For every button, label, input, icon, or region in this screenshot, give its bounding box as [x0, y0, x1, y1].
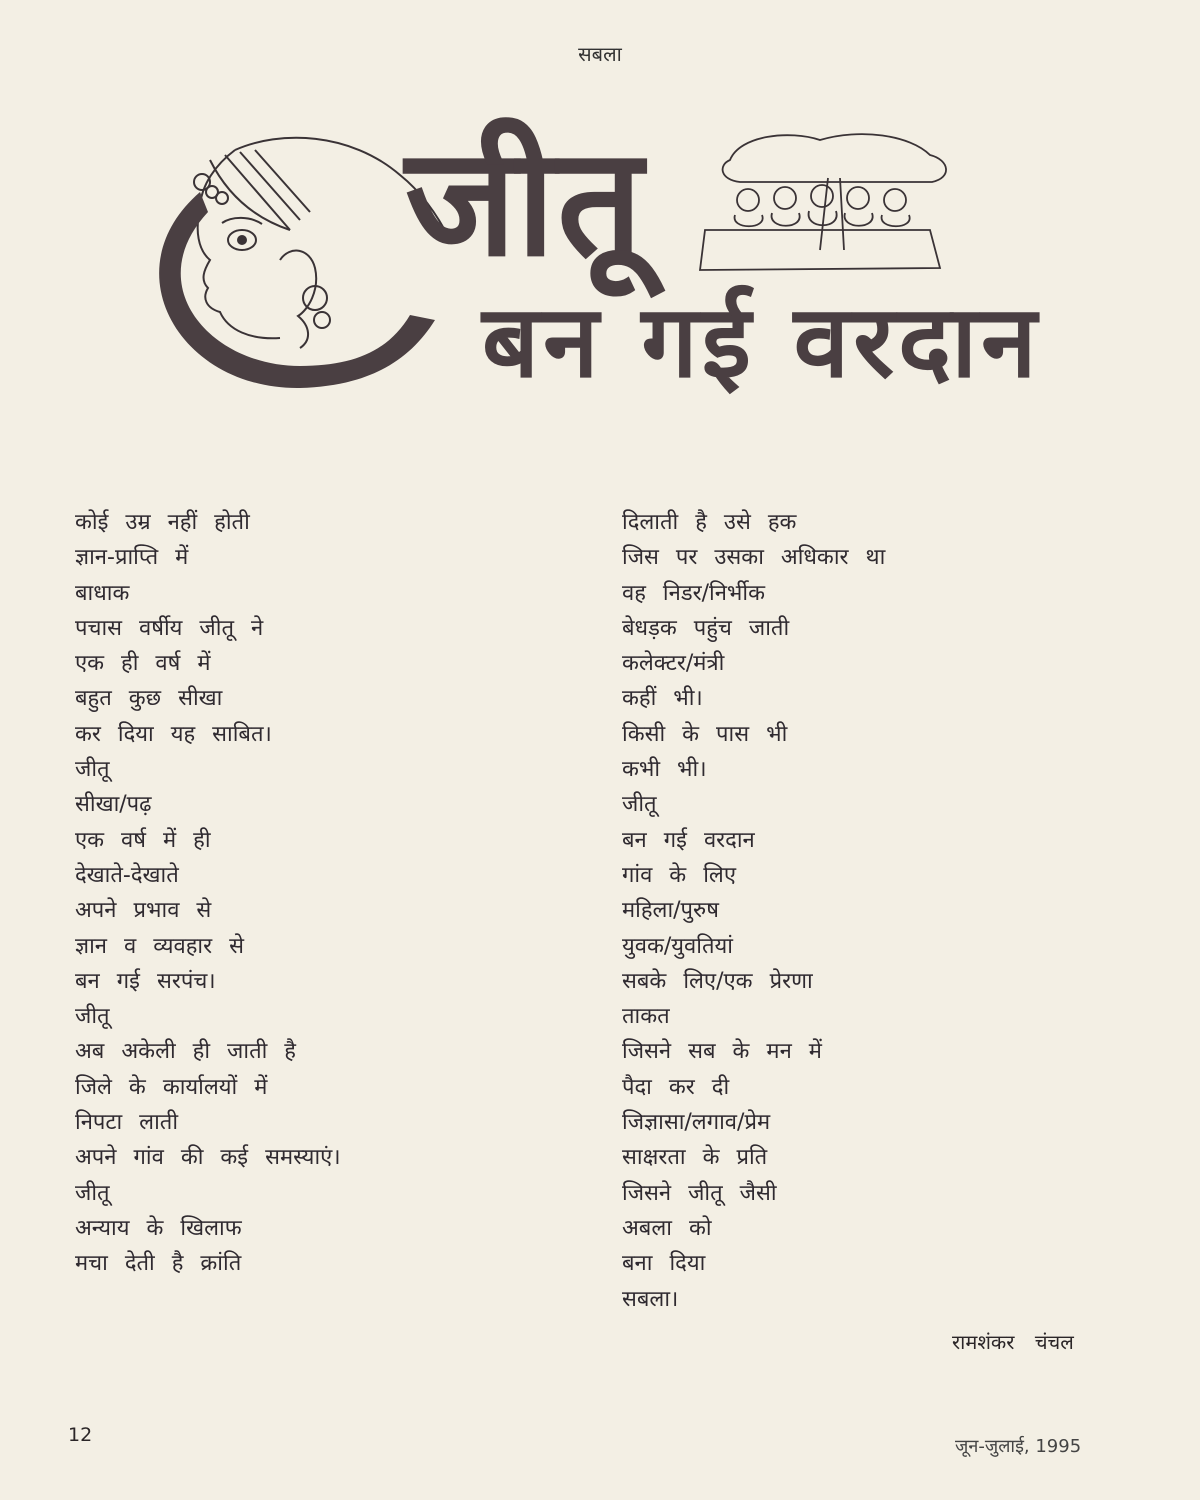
- poem-line: वह निडर/निर्भीक: [622, 580, 765, 606]
- poem-line: बना दिया: [622, 1251, 706, 1277]
- author-name: रामशंकर चंचल: [952, 1330, 1074, 1354]
- poem-line: ज्ञान-प्राप्ति में: [75, 545, 189, 571]
- poem-line: सबके लिए/एक प्रेरणा: [622, 968, 813, 994]
- poem-line: बन गई सरपंच।: [75, 968, 216, 994]
- running-header: सबला: [578, 42, 622, 66]
- poem-line: बेधड़क पहुंच जाती: [622, 615, 790, 641]
- poem-line: सीखा/पढ़: [75, 792, 152, 818]
- poem-left-column: [75, 505, 341, 1282]
- poem-line: कलेक्टर/मंत्री: [622, 651, 725, 677]
- poem-line: कभी भी।: [622, 757, 707, 783]
- poem-line: देखाते-देखाते: [75, 862, 179, 888]
- poem-line: अब अकेली ही जाती है: [75, 1039, 296, 1065]
- poem-line: जिज्ञासा/लगाव/प्रेम: [622, 1110, 771, 1136]
- poem-line: निपटा लाती: [75, 1110, 179, 1136]
- issue-date: जून-जुलाई, 1995: [955, 1436, 1082, 1457]
- poem-line: जीतू: [75, 1004, 110, 1030]
- poem-line: गांव के लिए: [622, 862, 736, 888]
- poem-line: किसी के पास भी: [622, 721, 788, 747]
- poem-line: अपने प्रभाव से: [75, 898, 212, 924]
- poem-line: युवक/युवतियां: [622, 933, 733, 959]
- poem-line: ज्ञान व व्यवहार से: [75, 933, 244, 959]
- title-line-2: बन गई वरदान: [482, 283, 1041, 400]
- poem-line: पचास वर्षीय जीतू ने: [75, 615, 264, 641]
- poem-line: ताकत: [622, 1004, 670, 1030]
- title-arc-shape: [159, 192, 435, 388]
- title-line-1: जीतू: [405, 116, 645, 290]
- poem-line: एक ही वर्ष में: [75, 651, 211, 677]
- poem-line: जिस पर उसका अधिकार था: [622, 545, 886, 571]
- poem-line: जीतू: [75, 757, 110, 783]
- poem-line: जिसने जीतू जैसी: [622, 1180, 777, 1206]
- poem-line: अपने गांव की कई समस्याएं।: [75, 1145, 341, 1171]
- poem-line: बहुत कुछ सीखा: [75, 686, 223, 712]
- poem-line: एक वर्ष में ही: [75, 827, 211, 853]
- poem-line: कोई उम्र नहीं होती: [75, 510, 250, 535]
- poem-line: जिसने सब के मन में: [622, 1039, 822, 1065]
- poem-line: महिला/पुरुष: [622, 898, 719, 924]
- poem-right-column: [622, 505, 885, 1317]
- poem-line: बाधाक: [75, 580, 130, 606]
- poem-line: जीतू: [75, 1180, 110, 1206]
- poem-line: पैदा कर दी: [622, 1074, 730, 1100]
- poem-line: सबला।: [622, 1286, 679, 1312]
- poem-line: साक्षरता के प्रति: [622, 1145, 768, 1171]
- poem-line: अबला को: [622, 1215, 712, 1241]
- poem-line: दिलाती है उसे हक: [622, 510, 797, 535]
- poem-line: मचा देती है क्रांति: [75, 1251, 242, 1277]
- poem-line: कर दिया यह साबित।: [75, 721, 272, 747]
- poem-line: अन्याय के खिलाफ: [75, 1215, 242, 1241]
- page-number: 12: [68, 1424, 93, 1446]
- poem-line: जिले के कार्यालयों में: [75, 1074, 268, 1100]
- poem-line: कहीं भी।: [622, 686, 703, 712]
- poem-line: जीतू: [622, 792, 657, 818]
- poem-line: बन गई वरदान: [622, 827, 755, 853]
- villagers-under-tree-illustration: [700, 134, 946, 270]
